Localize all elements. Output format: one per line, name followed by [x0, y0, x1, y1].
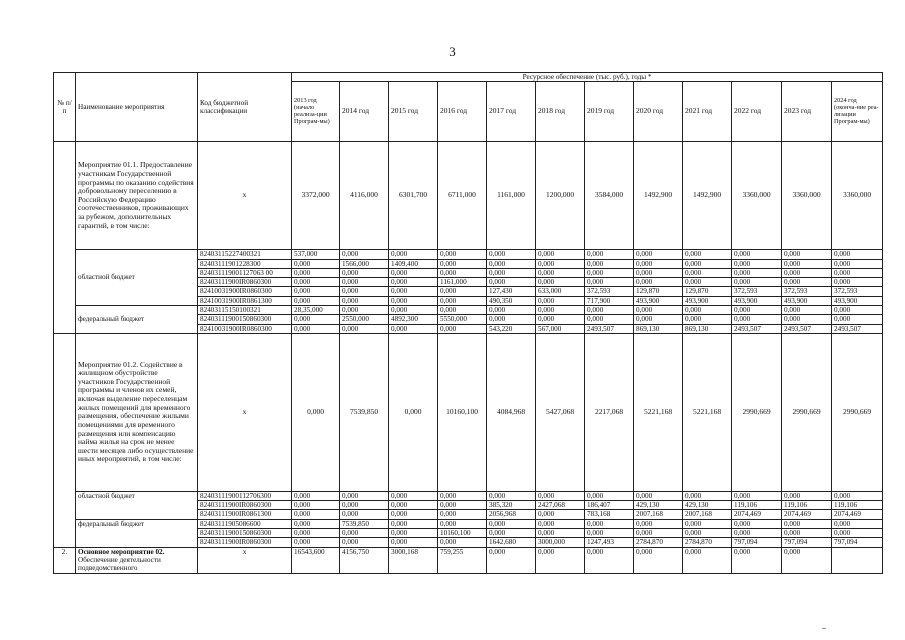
value-cell: 6301,700	[389, 142, 438, 250]
value-cell: 2784,870	[683, 538, 732, 547]
header-name: Наименование мероприятия	[76, 73, 198, 142]
header-resources: Ресурсное обеспечение (тыс. руб.), годы *	[292, 73, 883, 82]
value-cell: 0,000	[536, 268, 585, 277]
measure-code: х	[198, 333, 292, 491]
measure-total-row	[54, 142, 883, 250]
value-cell: 0,000	[487, 278, 536, 287]
value-cell: 0,000	[389, 296, 438, 305]
value-cell: 0,000	[782, 278, 832, 287]
value-cell: 0,000	[585, 547, 634, 573]
value-cell: 10160,100	[438, 333, 487, 491]
value-cell: 0,000	[487, 491, 536, 500]
value-cell: 797,094	[732, 538, 782, 547]
value-cell: 0,000	[782, 547, 832, 573]
value-cell: 385,320	[487, 501, 536, 510]
value-cell: 0,000	[389, 491, 438, 500]
value-cell: 1642,680	[487, 538, 536, 547]
value-cell: 186,407	[585, 501, 634, 510]
value-cell: 2427,068	[536, 501, 585, 510]
value-cell: 0,000	[634, 259, 683, 268]
header-year-8: 2021 год	[683, 82, 732, 142]
value-cell: 0,000	[683, 268, 732, 277]
budget-code: 82403111900150860300	[198, 315, 292, 324]
main-measure-code: х	[198, 547, 292, 573]
value-cell: 493,900	[832, 296, 883, 305]
value-cell: 0,000	[389, 501, 438, 510]
value-cell: 1161,000	[438, 278, 487, 287]
budget-code: 82403111905086600	[198, 519, 292, 528]
value-cell: 0,000	[585, 278, 634, 287]
value-cell: 7539,850	[340, 519, 389, 528]
value-cell: 0,000	[340, 324, 389, 333]
value-cell: 0,000	[634, 305, 683, 314]
value-cell: 3372,000	[292, 142, 340, 250]
value-cell: 0,000	[340, 250, 389, 259]
value-cell: 1566,000	[340, 259, 389, 268]
value-cell: 0,000	[438, 538, 487, 547]
value-cell: 2074,469	[782, 510, 832, 519]
value-cell: 0,000	[536, 510, 585, 519]
value-cell: 1492,900	[634, 142, 683, 250]
value-cell: 0,000	[340, 538, 389, 547]
value-cell: 0,000	[585, 259, 634, 268]
budget-code: 82410031900IR0860300	[198, 287, 292, 296]
value-cell: 0,000	[683, 315, 732, 324]
value-cell: 0,000	[832, 528, 883, 537]
budget-code: 82410031900IR0861300	[198, 296, 292, 305]
budget-code: 82403111901228300	[198, 259, 292, 268]
value-cell: 0,000	[683, 491, 732, 500]
budget-code: 82403111900IR0860300	[198, 501, 292, 510]
value-cell: 2493,507	[732, 324, 782, 333]
value-cell: 0,000	[732, 528, 782, 537]
value-cell: 0,000	[732, 519, 782, 528]
value-cell: 5427,068	[536, 333, 585, 491]
value-cell: 0,000	[292, 287, 340, 296]
value-cell: 1247,493	[585, 538, 634, 547]
value-cell: 0,000	[389, 278, 438, 287]
value-cell: 0,000	[732, 305, 782, 314]
value-cell: 119,106	[782, 501, 832, 510]
value-cell: 2493,507	[782, 324, 832, 333]
value-cell: 0,000	[732, 491, 782, 500]
main-measure-desc: Обеспечение деятельности подведомственного	[78, 555, 161, 573]
header-year-11: 2024 год (оконча-ние реа-лизации Програм-мы)	[832, 82, 883, 142]
budget-code: 82403111900IR0860300	[198, 278, 292, 287]
value-cell: 0,000	[782, 519, 832, 528]
value-cell: 0,000	[292, 259, 340, 268]
value-cell: 0,000	[832, 250, 883, 259]
value-cell: 0,000	[732, 278, 782, 287]
budget-code: 82403111900112706300	[198, 491, 292, 500]
value-cell: 0,000	[585, 491, 634, 500]
value-cell: 0,000	[683, 259, 732, 268]
value-cell: 0,000	[732, 547, 782, 573]
value-cell: 0,000	[634, 528, 683, 537]
value-cell: 0,000	[683, 278, 732, 287]
value-cell: 0,000	[782, 305, 832, 314]
value-cell: 0,000	[438, 259, 487, 268]
value-cell: 129,870	[634, 287, 683, 296]
value-cell: 0,000	[634, 268, 683, 277]
value-cell: 0,000	[536, 259, 585, 268]
value-cell: 0,000	[389, 250, 438, 259]
value-cell: 0,000	[832, 491, 883, 500]
value-cell: 0,000	[536, 278, 585, 287]
value-cell: 0,000	[389, 510, 438, 519]
value-cell: 0,000	[340, 287, 389, 296]
value-cell: 0,000	[683, 305, 732, 314]
value-cell: 0,000	[340, 278, 389, 287]
value-cell: 5550,000	[438, 315, 487, 324]
main-measure-02-row	[54, 547, 883, 573]
measure-num-cell	[54, 333, 76, 547]
value-cell: 3000,000	[536, 538, 585, 547]
value-cell: 0,000	[292, 333, 340, 491]
main-measure-name	[76, 547, 198, 573]
value-cell: 0,000	[536, 305, 585, 314]
value-cell: 119,106	[832, 501, 883, 510]
value-cell: 0,000	[832, 278, 883, 287]
budget-row	[54, 491, 883, 500]
value-cell: 16543,600	[292, 547, 340, 573]
main-measure-num: 2.	[54, 547, 76, 573]
value-cell: 543,220	[487, 324, 536, 333]
value-cell: 0,000	[536, 250, 585, 259]
value-cell: 0,000	[340, 268, 389, 277]
value-cell: 119,106	[732, 501, 782, 510]
measure-code: х	[198, 142, 292, 250]
value-cell: 0,000	[683, 519, 732, 528]
value-cell: 0,000	[832, 259, 883, 268]
value-cell: 0,000	[487, 259, 536, 268]
main-measure-title: Основное мероприятие 02.	[78, 547, 165, 556]
value-cell: 0,000	[340, 296, 389, 305]
header-year-4: 2017 год	[487, 82, 536, 142]
value-cell: 0,000	[389, 268, 438, 277]
value-cell: 1200,000	[536, 142, 585, 250]
value-cell: 567,000	[536, 324, 585, 333]
value-cell: 2007,168	[683, 510, 732, 519]
header-year-7: 2020 год	[634, 82, 683, 142]
value-cell: 0,000	[487, 528, 536, 537]
value-cell: 372,593	[585, 287, 634, 296]
value-cell: 3000,168	[389, 547, 438, 573]
value-cell: 0,000	[389, 305, 438, 314]
value-cell: 2990,669	[782, 333, 832, 491]
value-cell: 0,000	[292, 324, 340, 333]
value-cell: 0,000	[634, 547, 683, 573]
value-cell: 127,430	[487, 287, 536, 296]
value-cell: 0,000	[782, 268, 832, 277]
value-cell: 0,000	[832, 305, 883, 314]
budget-row	[54, 250, 883, 259]
budget-code: 82403111900150860300	[198, 528, 292, 537]
value-cell: 0,000	[487, 519, 536, 528]
value-cell: 493,900	[782, 296, 832, 305]
value-cell: 0,000	[292, 278, 340, 287]
value-cell: 2074,469	[732, 510, 782, 519]
value-cell: 2784,870	[634, 538, 683, 547]
regional-budget-label: областной бюджет	[76, 491, 198, 519]
value-cell: 0,000	[782, 528, 832, 537]
value-cell: 0,000	[536, 528, 585, 537]
value-cell: 0,000	[340, 510, 389, 519]
value-cell: 429,130	[634, 501, 683, 510]
value-cell: 0,000	[634, 250, 683, 259]
value-cell: 0,000	[585, 268, 634, 277]
page-number: 3	[449, 44, 456, 59]
budget-code: 82403111900IR0861300	[198, 510, 292, 519]
value-cell: 3360,000	[732, 142, 782, 250]
value-cell: 6711,000	[438, 142, 487, 250]
value-cell: 0,000	[438, 491, 487, 500]
value-cell: 0,000	[438, 250, 487, 259]
value-cell: 429,130	[683, 501, 732, 510]
value-cell: 0,000	[832, 519, 883, 528]
value-cell: 0,000	[340, 305, 389, 314]
value-cell: 3360,000	[782, 142, 832, 250]
measure-name: Мероприятие 01.1. Предоставление участникам Государственной программы по оказанию содействия добровольному переселению в Российскую Федерацию соотечественников, проживающих за рубежом, дополнительных гарантий, в том числе:	[76, 142, 198, 250]
budget-code: 82403115227400321	[198, 250, 292, 259]
value-cell: 0,000	[292, 510, 340, 519]
header-year-10: 2023 год	[782, 82, 832, 142]
value-cell: 0,000	[683, 528, 732, 537]
value-cell: 0,000	[340, 491, 389, 500]
value-cell: 0,000	[683, 547, 732, 573]
value-cell: 0,000	[340, 528, 389, 537]
value-cell: 7539,850	[340, 333, 389, 491]
value-cell: 0,000	[487, 305, 536, 314]
value-cell: 0,000	[292, 296, 340, 305]
value-cell: 0,000	[389, 538, 438, 547]
value-cell: 3584,000	[585, 142, 634, 250]
value-cell: 717,900	[585, 296, 634, 305]
header-year-9: 2022 год	[732, 82, 782, 142]
header-year-3: 2016 год	[438, 82, 487, 142]
value-cell: 493,900	[683, 296, 732, 305]
value-cell: 0,000	[585, 305, 634, 314]
budget-code: 824031119001127063 00	[198, 268, 292, 277]
value-cell: 2990,669	[732, 333, 782, 491]
value-cell: 0,000	[634, 519, 683, 528]
value-cell: 0,000	[487, 268, 536, 277]
value-cell: 0,000	[634, 278, 683, 287]
value-cell: 869,130	[634, 324, 683, 333]
value-cell: 0,000	[536, 547, 585, 573]
value-cell: 0,000	[832, 268, 883, 277]
value-cell: 0,000	[438, 501, 487, 510]
value-cell: 372,593	[782, 287, 832, 296]
value-cell: 0,000	[732, 259, 782, 268]
header-year-1: 2014 год	[340, 82, 389, 142]
header-year-6: 2019 год	[585, 82, 634, 142]
header-year-5: 2018 год	[536, 82, 585, 142]
value-cell: 4084,968	[487, 333, 536, 491]
value-cell: 1161,000	[487, 142, 536, 250]
value-cell: 797,094	[782, 538, 832, 547]
value-cell: 537,000	[292, 250, 340, 259]
value-cell: 10160,100	[438, 528, 487, 537]
value-cell: 0,000	[292, 491, 340, 500]
value-cell: 0,000	[389, 333, 438, 491]
value-cell: 0,000	[292, 538, 340, 547]
value-cell: 0,000	[634, 315, 683, 324]
value-cell: 0,000	[487, 250, 536, 259]
value-cell: 0,000	[292, 501, 340, 510]
value-cell: 0,000	[536, 491, 585, 500]
value-cell: 0,000	[732, 268, 782, 277]
value-cell: 4892,300	[389, 315, 438, 324]
value-cell	[832, 547, 883, 573]
value-cell: 0,000	[438, 324, 487, 333]
value-cell: 759,255	[438, 547, 487, 573]
value-cell: 493,900	[732, 296, 782, 305]
header-year-0: 2013 год (начало реализа-ции Програм-мы)	[292, 82, 340, 142]
value-cell: 0,000	[389, 324, 438, 333]
value-cell: 490,350	[487, 296, 536, 305]
value-cell: 0,000	[585, 315, 634, 324]
value-cell: 0,000	[438, 296, 487, 305]
budget-table	[53, 72, 883, 574]
value-cell: 0,000	[683, 250, 732, 259]
value-cell: 0,000	[732, 315, 782, 324]
value-cell: 797,094	[832, 538, 883, 547]
value-cell: 2217,068	[585, 333, 634, 491]
value-cell: 0,000	[389, 519, 438, 528]
value-cell: 2493,507	[585, 324, 634, 333]
federal-budget-label: федеральный бюджет	[76, 519, 198, 547]
value-cell: 0,000	[585, 519, 634, 528]
value-cell: 0,000	[389, 287, 438, 296]
regional-budget-label: областной бюджет	[76, 250, 198, 306]
value-cell: 2074,469	[832, 510, 883, 519]
value-cell: 0,000	[292, 528, 340, 537]
value-cell: 3360,000	[832, 142, 883, 250]
value-cell: 28,35,000	[292, 305, 340, 314]
value-cell: 2493,507	[832, 324, 883, 333]
value-cell: 0,000	[292, 268, 340, 277]
value-cell: 0,000	[782, 259, 832, 268]
budget-row	[54, 305, 883, 314]
value-cell: 0,000	[585, 528, 634, 537]
value-cell: 129,870	[683, 287, 732, 296]
value-cell: 0,000	[292, 519, 340, 528]
header-num: № п/п	[54, 73, 76, 142]
value-cell: 4116,000	[340, 142, 389, 250]
value-cell: 372,593	[732, 287, 782, 296]
value-cell: 0,000	[536, 519, 585, 528]
value-cell: 0,000	[340, 501, 389, 510]
budget-row	[54, 519, 883, 528]
budget-code: 82403115150100321	[198, 305, 292, 314]
value-cell: 0,000	[782, 315, 832, 324]
value-cell: 2007,168	[634, 510, 683, 519]
value-cell: 0,000	[487, 315, 536, 324]
value-cell: 1409,400	[389, 259, 438, 268]
measure-total-row	[54, 333, 883, 491]
value-cell: 0,000	[732, 250, 782, 259]
value-cell: 0,000	[536, 315, 585, 324]
value-cell: 5221,168	[683, 333, 732, 491]
value-cell: 1492,900	[683, 142, 732, 250]
value-cell: 0,000	[782, 250, 832, 259]
value-cell: 0,000	[536, 296, 585, 305]
scan-mark	[822, 628, 826, 629]
measure-num-cell	[54, 142, 76, 334]
value-cell: 493,900	[634, 296, 683, 305]
value-cell: 0,000	[782, 491, 832, 500]
value-cell: 783,168	[585, 510, 634, 519]
value-cell: 869,130	[683, 324, 732, 333]
budget-code: 82403111900IR0860300	[198, 538, 292, 547]
federal-budget-label: федеральный бюджет	[76, 305, 198, 333]
value-cell: 2056,968	[487, 510, 536, 519]
value-cell: 0,000	[438, 305, 487, 314]
value-cell: 0,000	[585, 250, 634, 259]
value-cell: 0,000	[487, 547, 536, 573]
header-code: Код бюджетной классификации	[198, 73, 292, 142]
value-cell: 0,000	[438, 287, 487, 296]
value-cell: 0,000	[438, 510, 487, 519]
value-cell: 633,000	[536, 287, 585, 296]
header-row-top	[54, 73, 883, 82]
value-cell: 0,000	[292, 315, 340, 324]
value-cell: 0,000	[832, 315, 883, 324]
value-cell: 372,593	[832, 287, 883, 296]
value-cell: 0,000	[634, 491, 683, 500]
value-cell: 0,000	[438, 519, 487, 528]
budget-code: 82410031900IR0860300	[198, 324, 292, 333]
value-cell: 2990,669	[832, 333, 883, 491]
measure-name: Мероприятие 01.2. Содействие в жилищном обустройстве участников Государственной программы и членов их семей, включая выделение переселенцам жилых помещений для временного размещения, обеспечение жилыми помещениями для временного размещения или компенсацию найма жилья на срок не менее шести месяцев либо осуществление иных мероприятий, в том числе:	[76, 333, 198, 491]
value-cell: 4156,750	[340, 547, 389, 573]
value-cell: 5221,168	[634, 333, 683, 491]
value-cell: 2550,000	[340, 315, 389, 324]
header-year-2: 2015 год	[389, 82, 438, 142]
value-cell: 0,000	[389, 528, 438, 537]
value-cell: 0,000	[438, 268, 487, 277]
